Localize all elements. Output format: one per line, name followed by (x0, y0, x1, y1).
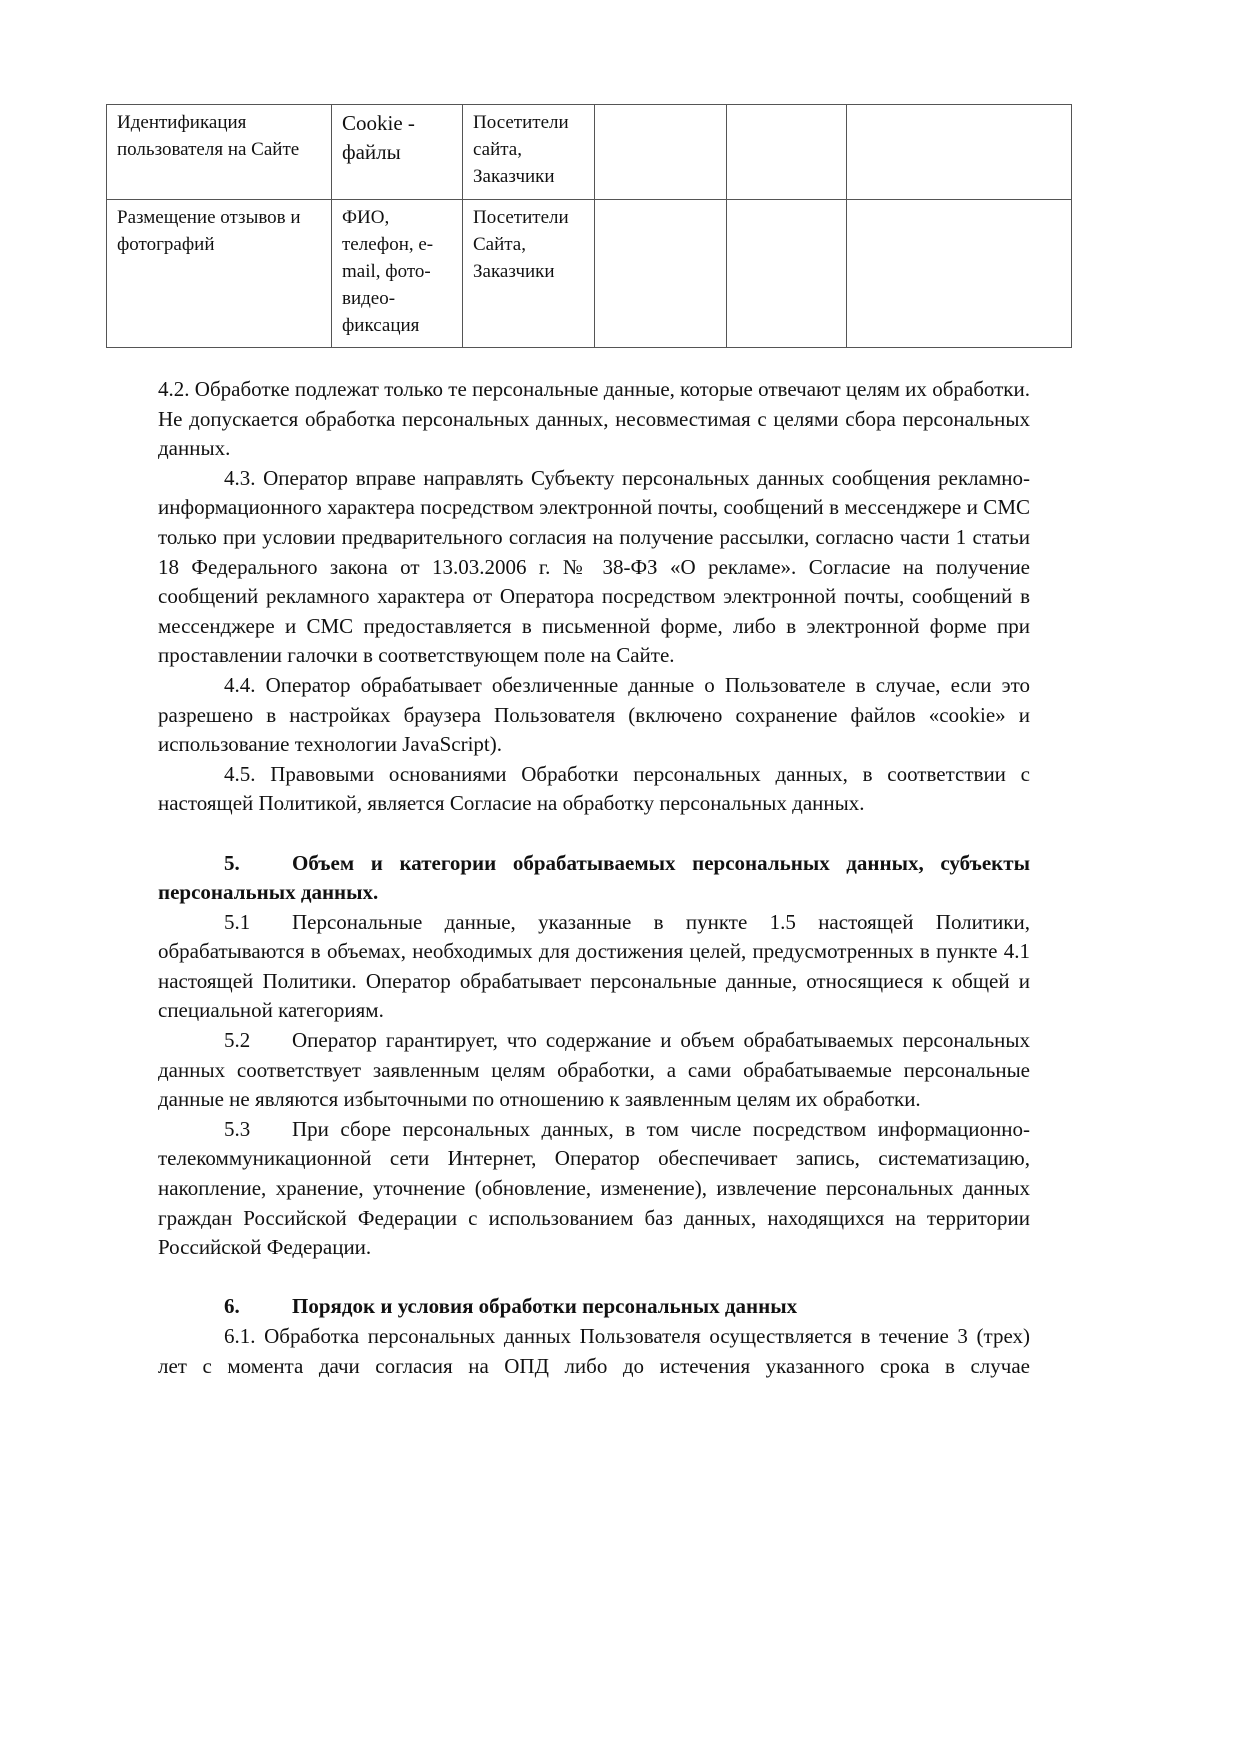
table-cell-empty (847, 105, 1072, 200)
table-cell-subjects: Посетители Сайта, Заказчики (463, 200, 595, 348)
data-processing-table (106, 104, 1072, 348)
table-cell-empty (595, 105, 727, 200)
table-cell-empty (727, 200, 847, 348)
table-cell-empty (847, 200, 1072, 348)
spacer (158, 819, 1030, 849)
document-body (158, 375, 1030, 1381)
paragraph-4-4: 4.4. Оператор обрабатывает обезличенные данные о Пользователе в случае, если это разрешено в настройках браузера Пользователя (включено сохранение файлов «cookie» и использование технологии JavaScript). (158, 672, 1030, 757)
section-5-heading: 5. Объем и категории обрабатываемых персональных данных, субъекты персональных данных. (158, 850, 1030, 905)
table-cell-purpose: Размещение отзывов и фотографий (107, 200, 332, 348)
section-6-heading: 6. Порядок и условия обработки персональных данных (224, 1294, 798, 1319)
table-cell-purpose: Идентификация пользователя на Сайте (107, 105, 332, 200)
paragraph-5-2: 5.2 Оператор гарантирует, что содержание и объем обрабатываемых персональных данных соответствует заявленным целям обработки, а сами обрабатываемые персональные данные не являются избыточными по отношению к заявленным целям их обработки. (158, 1028, 1030, 1112)
paragraph-4-2: 4.2. Обработке подлежат только те персональные данные, которые отвечают целям их обработки. Не допускается обработка персональных данных, несовместимая с целями сбора персональных данных. (158, 377, 1030, 461)
table-row (107, 200, 1072, 348)
paragraph-6-1: 6.1. Обработка персональных данных Пользователя осуществляется в течение 3 (трех) лет с момента дачи согласия на ОПД либо до истечения указанного срока в случае (158, 1324, 1030, 1378)
table-cell-data: ФИО, телефон, e- mail, фото- видео- фиксация (332, 200, 463, 348)
table-cell-empty (595, 200, 727, 348)
paragraph-5-1: 5.1 Персональные данные, указанные в пункте 1.5 настоящей Политики, обрабатываются в объемах, необходимых для достижения целей, предусмотренных в пункте 4.1 настоящей Политики. Оператор обрабатывает персональные данные, относящиеся к общей и специальной категориям. (158, 909, 1030, 1023)
paragraph-4-5: 4.5. Правовыми основаниями Обработки персональных данных, в соответствии с настоящей Политикой, является Согласие на обработку персональных данных. (158, 761, 1030, 816)
paragraph-4-3: 4.3. Оператор вправе направлять Субъекту персональных данных сообщения рекламно-информационного характера посредством электронной почты, сообщений в мессенджере и СМС только при условии предварительного согласия на получение рассылки, согласно части 1 статьи 18 Федерального закона от 13.03.2006 г. № 38-ФЗ «О рекламе». Согласие на получение сообщений рекламного характера от Оператора посредством электронной почты, сообщений в мессенджере и СМС предоставляется в письменной форме, либо в электронной форме при проставлении галочки в соответствующем поле на Сайте. (158, 465, 1030, 668)
paragraph-5-3: 5.3 При сборе персональных данных, в том числе посредством информационно-телекоммуникационной сети Интернет, Оператор обеспечивает запись, систематизацию, накопление, хранение, уточнение (обновление, изменение), извлечение персональных данных граждан Российской Федерации с использованием баз данных, находящихся на территории Российской Федерации. (158, 1116, 1030, 1260)
table-cell-subjects: Посетители сайта, Заказчики (463, 105, 595, 200)
table-cell-empty (727, 105, 847, 200)
table-cell-data: Cookie - файлы (332, 105, 463, 200)
spacer (158, 1263, 1030, 1293)
table-row (107, 105, 1072, 200)
